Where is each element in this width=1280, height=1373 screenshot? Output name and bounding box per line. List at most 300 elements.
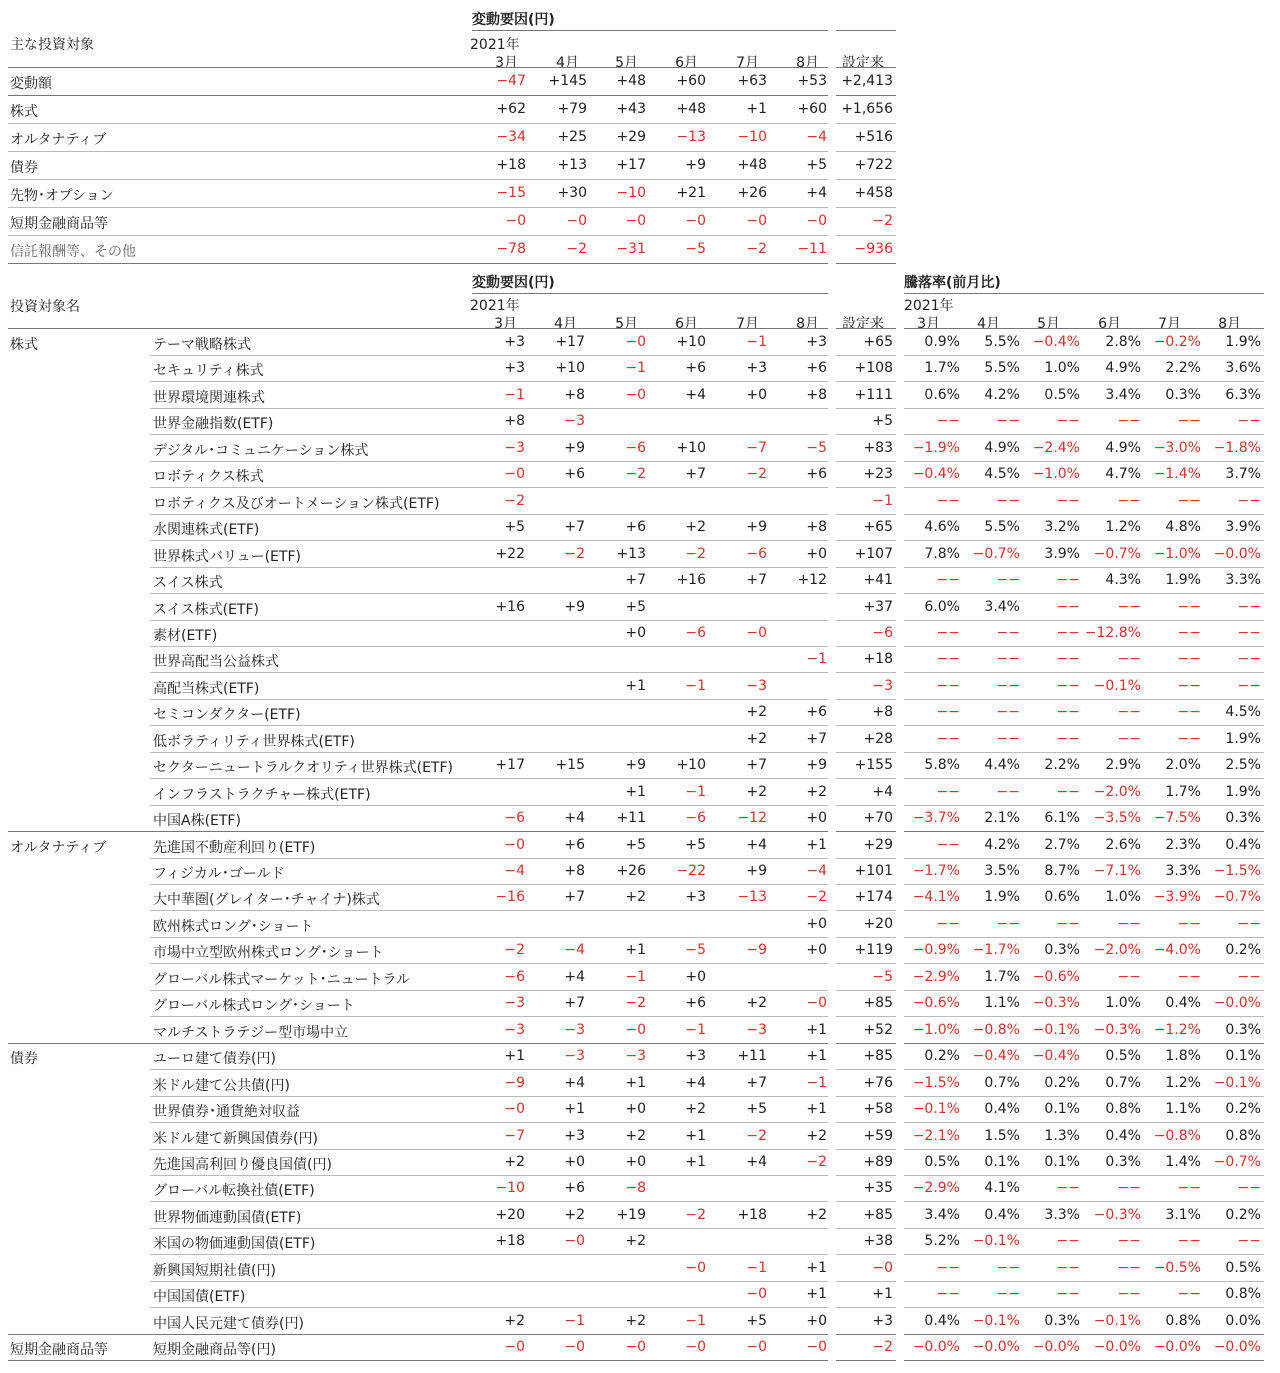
table-rule bbox=[8, 151, 828, 152]
rate-cell: 1.9% bbox=[1225, 334, 1261, 350]
table-rule bbox=[904, 1069, 1264, 1070]
table-rule bbox=[904, 1175, 1264, 1176]
table-rule bbox=[836, 567, 896, 568]
factor-cell: −1 bbox=[685, 1313, 706, 1329]
rate-cell: −− bbox=[936, 1286, 960, 1302]
bottom-rate-month-header: 3月 bbox=[917, 316, 940, 332]
since-cell: +89 bbox=[863, 1154, 893, 1170]
factor-cell: −3 bbox=[504, 440, 525, 456]
factor-cell: +6 bbox=[685, 360, 706, 376]
factor-cell: +20 bbox=[495, 1207, 525, 1223]
rate-cell: −− bbox=[1056, 1286, 1080, 1302]
rate-cell: 0.4% bbox=[1225, 837, 1261, 853]
table-rule bbox=[904, 1360, 1264, 1361]
top-value-cell: −15 bbox=[496, 185, 526, 201]
factor-cell: −5 bbox=[806, 440, 827, 456]
rate-cell: 0.5% bbox=[1225, 1260, 1261, 1276]
top-month-header: 8月 bbox=[796, 55, 819, 71]
factor-cell: +2 bbox=[746, 731, 767, 747]
factor-cell: +0 bbox=[806, 810, 827, 826]
table-rule bbox=[904, 381, 1264, 382]
factor-cell: +2 bbox=[685, 1101, 706, 1117]
table-rule bbox=[8, 831, 828, 832]
top-value-cell: +26 bbox=[737, 185, 767, 201]
rate-cell: 5.8% bbox=[924, 757, 960, 773]
row-label: 世界高配当公益株式 bbox=[153, 654, 279, 670]
table-rule bbox=[836, 1175, 896, 1176]
factor-cell: +6 bbox=[564, 837, 585, 853]
rate-cell: −2.4% bbox=[1032, 440, 1080, 456]
table-rule bbox=[836, 646, 896, 647]
factor-cell: +1 bbox=[806, 1101, 827, 1117]
table-rule bbox=[150, 408, 828, 409]
top-since-cell: +458 bbox=[854, 185, 893, 201]
table-rule bbox=[150, 858, 828, 859]
rate-cell: −1.8% bbox=[1213, 440, 1261, 456]
rate-cell: −− bbox=[936, 731, 960, 747]
table-rule bbox=[836, 461, 896, 462]
top-since-cell: −936 bbox=[854, 241, 893, 257]
row-label: 中国国債(ETF) bbox=[153, 1289, 246, 1305]
factor-cell: −10 bbox=[495, 1180, 525, 1196]
rate-cell: −− bbox=[1056, 599, 1080, 615]
factor-cell: +2 bbox=[625, 889, 646, 905]
rate-cell: −− bbox=[1117, 916, 1141, 932]
factor-cell: +2 bbox=[685, 519, 706, 535]
factor-cell: −7 bbox=[746, 440, 767, 456]
table-rule bbox=[904, 699, 1264, 700]
table-rule bbox=[836, 355, 896, 356]
table-rule bbox=[150, 672, 828, 673]
rate-cell: −− bbox=[1056, 1260, 1080, 1276]
rate-cell: −− bbox=[996, 1260, 1020, 1276]
rate-cell: 3.4% bbox=[924, 1207, 960, 1223]
rate-cell: −− bbox=[1237, 599, 1261, 615]
factor-cell: −0 bbox=[746, 1286, 767, 1302]
bottom-label-header: 投資対象名 bbox=[10, 299, 80, 315]
rate-cell: 5.5% bbox=[984, 334, 1020, 350]
row-label: セキュリティ株式 bbox=[153, 363, 264, 379]
factor-cell: −9 bbox=[504, 1075, 525, 1091]
rate-cell: 2.3% bbox=[1165, 837, 1201, 853]
rate-cell: 0.4% bbox=[924, 1313, 960, 1329]
table-rule bbox=[904, 990, 1264, 991]
factor-cell: +4 bbox=[564, 969, 585, 985]
rate-cell: −− bbox=[1237, 493, 1261, 509]
factor-cell: −6 bbox=[685, 625, 706, 641]
factor-cell: −1 bbox=[746, 1260, 767, 1276]
factor-cell: +3 bbox=[685, 1048, 706, 1064]
factor-cell: +17 bbox=[555, 334, 585, 350]
factor-cell: −9 bbox=[746, 942, 767, 958]
rate-cell: −− bbox=[936, 678, 960, 694]
factor-cell: +3 bbox=[504, 360, 525, 376]
table-rule bbox=[8, 263, 828, 264]
rate-cell: −1.0% bbox=[1153, 546, 1201, 562]
top-value-cell: +9 bbox=[685, 157, 706, 173]
rate-cell: 0.4% bbox=[1105, 1128, 1141, 1144]
rate-cell: 3.6% bbox=[1225, 360, 1261, 376]
rate-cell: −− bbox=[1056, 493, 1080, 509]
rate-cell: −2.0% bbox=[1093, 942, 1141, 958]
factor-cell: +1 bbox=[625, 1075, 646, 1091]
table-rule bbox=[904, 434, 1264, 435]
row-label: スイス株式 bbox=[153, 575, 223, 591]
rate-cell: 0.3% bbox=[1225, 810, 1261, 826]
factor-cell: −1 bbox=[685, 784, 706, 800]
factor-cell: +22 bbox=[495, 546, 525, 562]
factor-cell: +2 bbox=[746, 995, 767, 1011]
row-label: 新興国短期社債(円) bbox=[153, 1263, 276, 1279]
rate-cell: 5.5% bbox=[984, 360, 1020, 376]
rate-cell: 0.3% bbox=[1105, 1154, 1141, 1170]
row-label: ユーロ建て債券(円) bbox=[153, 1051, 276, 1067]
row-label: セミコンダクター(ETF) bbox=[153, 707, 301, 723]
rate-cell: −0.8% bbox=[1153, 1128, 1201, 1144]
factor-cell: +9 bbox=[746, 519, 767, 535]
table-rule bbox=[150, 963, 828, 964]
row-label: 低ボラティリティ世界株式(ETF) bbox=[153, 734, 355, 750]
rate-cell: −0.3% bbox=[1093, 1207, 1141, 1223]
rate-cell: 3.4% bbox=[1105, 387, 1141, 403]
factor-cell: −0 bbox=[504, 837, 525, 853]
rate-cell: 0.2% bbox=[924, 1048, 960, 1064]
factor-cell: −1 bbox=[685, 678, 706, 694]
rate-cell: 1.9% bbox=[984, 889, 1020, 905]
since-cell: +59 bbox=[863, 1128, 893, 1144]
factor-cell: −0 bbox=[806, 1339, 827, 1355]
rate-cell: 0.5% bbox=[1105, 1048, 1141, 1064]
table-rule bbox=[904, 461, 1264, 462]
top-value-cell: −0 bbox=[625, 213, 646, 229]
top-month-header: 3月 bbox=[495, 55, 518, 71]
factor-cell: −1 bbox=[564, 1313, 585, 1329]
since-cell: +85 bbox=[863, 1207, 893, 1223]
rate-cell: −− bbox=[1177, 704, 1201, 720]
row-label: ロボティクス株式 bbox=[153, 469, 264, 485]
factor-cell: +12 bbox=[797, 572, 827, 588]
bottom-month-header: 4月 bbox=[554, 316, 577, 332]
factor-cell: +10 bbox=[676, 757, 706, 773]
factor-cell: −2 bbox=[685, 1207, 706, 1223]
since-cell: +76 bbox=[863, 1075, 893, 1091]
bottom-month-header: 7月 bbox=[736, 316, 759, 332]
table-rule bbox=[150, 990, 828, 991]
top-value-cell: −0 bbox=[505, 213, 526, 229]
rate-cell: −− bbox=[1177, 413, 1201, 429]
table-rule bbox=[904, 1096, 1264, 1097]
rate-cell: −− bbox=[1177, 916, 1201, 932]
since-cell: −0 bbox=[872, 1260, 893, 1276]
rate-cell: 1.1% bbox=[1165, 1101, 1201, 1117]
factor-cell: −1 bbox=[806, 651, 827, 667]
table-rule bbox=[836, 884, 896, 885]
factor-cell: +6 bbox=[564, 1180, 585, 1196]
rate-cell: −− bbox=[1117, 969, 1141, 985]
rate-cell: 0.7% bbox=[1105, 1075, 1141, 1091]
factor-cell: +3 bbox=[806, 334, 827, 350]
table-rule bbox=[836, 725, 896, 726]
table-rule bbox=[836, 752, 896, 753]
since-cell: +65 bbox=[863, 519, 893, 535]
factor-cell: −6 bbox=[746, 546, 767, 562]
rate-cell: −0.3% bbox=[1093, 1022, 1141, 1038]
rate-cell: 4.1% bbox=[984, 1180, 1020, 1196]
factor-cell: +5 bbox=[746, 1313, 767, 1329]
table-rule bbox=[904, 620, 1264, 621]
rate-cell: 4.2% bbox=[984, 837, 1020, 853]
factor-cell: −0 bbox=[625, 1339, 646, 1355]
factor-cell: −3 bbox=[564, 413, 585, 429]
rate-cell: 4.5% bbox=[1225, 704, 1261, 720]
rate-cell: −3.5% bbox=[1093, 810, 1141, 826]
rate-cell: 5.2% bbox=[924, 1233, 960, 1249]
top-row-label: 先物･オプション bbox=[10, 188, 114, 204]
table-rule bbox=[8, 179, 828, 180]
rate-cell: −− bbox=[936, 493, 960, 509]
table-rule bbox=[904, 593, 1264, 594]
rate-cell: −− bbox=[1177, 969, 1201, 985]
top-group-title: 変動要因(円) bbox=[472, 12, 555, 28]
factor-cell: +8 bbox=[806, 519, 827, 535]
factor-cell: −0 bbox=[504, 466, 525, 482]
rate-cell: −− bbox=[1117, 1260, 1141, 1276]
top-value-cell: +60 bbox=[797, 101, 827, 117]
table-rule bbox=[904, 1254, 1264, 1255]
factor-cell: −0 bbox=[625, 334, 646, 350]
rate-cell: −− bbox=[996, 784, 1020, 800]
table-rule bbox=[836, 95, 896, 96]
rate-cell: −0.1% bbox=[1093, 678, 1141, 694]
rate-cell: −− bbox=[996, 651, 1020, 667]
row-label: 先進国不動産利回り(ETF) bbox=[153, 840, 316, 856]
table-rule bbox=[150, 1281, 828, 1282]
rate-cell: −2.0% bbox=[1093, 784, 1141, 800]
row-label: 米国の物価連動国債(ETF) bbox=[153, 1236, 316, 1252]
factor-cell: +7 bbox=[564, 519, 585, 535]
factor-cell: +1 bbox=[625, 942, 646, 958]
factor-cell: −1 bbox=[504, 387, 525, 403]
rate-cell: −0.1% bbox=[972, 1313, 1020, 1329]
since-cell: +5 bbox=[872, 413, 893, 429]
category-label: 株式 bbox=[10, 337, 38, 353]
since-cell: +108 bbox=[854, 360, 893, 376]
factor-cell: +0 bbox=[806, 1313, 827, 1329]
factor-cell: −3 bbox=[564, 1022, 585, 1038]
factor-cell: −2 bbox=[806, 889, 827, 905]
top-row-label: 債券 bbox=[10, 160, 38, 176]
factor-cell: +7 bbox=[564, 995, 585, 1011]
rate-cell: 4.8% bbox=[1165, 519, 1201, 535]
rate-cell: −0.0% bbox=[1093, 1339, 1141, 1355]
rate-cell: −4.1% bbox=[912, 889, 960, 905]
table-rule bbox=[8, 123, 828, 124]
factor-cell: +16 bbox=[495, 599, 525, 615]
bottom-since-header: 設定来 bbox=[842, 316, 884, 332]
rate-cell: 3.3% bbox=[1044, 1207, 1080, 1223]
table-rule bbox=[904, 514, 1264, 515]
top-value-cell: −47 bbox=[496, 73, 526, 89]
rate-cell: −1.5% bbox=[912, 1075, 960, 1091]
bottom-rate-month-header: 8月 bbox=[1218, 316, 1241, 332]
top-value-cell: −10 bbox=[616, 185, 646, 201]
rate-cell: 7.8% bbox=[924, 546, 960, 562]
rate-cell: −1.0% bbox=[912, 1022, 960, 1038]
rate-cell: −− bbox=[1237, 1180, 1261, 1196]
top-value-cell: +145 bbox=[548, 73, 587, 89]
top-value-cell: +53 bbox=[797, 73, 827, 89]
top-value-cell: −2 bbox=[566, 241, 587, 257]
rate-cell: −− bbox=[1056, 784, 1080, 800]
rate-cell: 2.8% bbox=[1105, 334, 1141, 350]
rate-cell: 3.4% bbox=[984, 599, 1020, 615]
table-rule bbox=[150, 567, 828, 568]
table-rule bbox=[904, 646, 1264, 647]
factor-cell: +8 bbox=[564, 387, 585, 403]
factor-cell: +2 bbox=[625, 1233, 646, 1249]
bottom-month-header: 6月 bbox=[675, 316, 698, 332]
rate-cell: 2.5% bbox=[1225, 757, 1261, 773]
factor-cell: +18 bbox=[495, 1233, 525, 1249]
top-value-cell: −34 bbox=[496, 129, 526, 145]
row-label: 先進国高利回り優良国債(円) bbox=[153, 1157, 332, 1173]
rate-cell: 0.8% bbox=[1105, 1101, 1141, 1117]
factor-cell: +8 bbox=[504, 413, 525, 429]
rate-cell: −0.4% bbox=[972, 1048, 1020, 1064]
factor-cell: +5 bbox=[746, 1101, 767, 1117]
table-rule bbox=[8, 235, 828, 236]
factor-cell: +0 bbox=[625, 625, 646, 641]
rate-cell: −− bbox=[1056, 413, 1080, 429]
rate-cell: 1.7% bbox=[924, 360, 960, 376]
factor-cell: +6 bbox=[806, 704, 827, 720]
factor-cell: +9 bbox=[625, 757, 646, 773]
top-row-label: 短期金融商品等 bbox=[10, 216, 108, 232]
rate-cell: 0.4% bbox=[984, 1101, 1020, 1117]
row-label: ロボティクス及びオートメーション株式(ETF) bbox=[153, 496, 440, 512]
rate-cell: 0.1% bbox=[984, 1154, 1020, 1170]
rate-cell: 1.2% bbox=[1105, 519, 1141, 535]
rate-cell: −0.1% bbox=[912, 1101, 960, 1117]
factor-cell: −2 bbox=[564, 546, 585, 562]
top-value-cell: +60 bbox=[676, 73, 706, 89]
rate-cell: −1.2% bbox=[1153, 1022, 1201, 1038]
rate-cell: 0.1% bbox=[1044, 1154, 1080, 1170]
top-value-cell: +48 bbox=[737, 157, 767, 173]
row-label: 短期金融商品等(円) bbox=[153, 1342, 276, 1358]
rate-cell: −0.0% bbox=[912, 1339, 960, 1355]
top-value-cell: +62 bbox=[496, 101, 526, 117]
table-rule bbox=[150, 778, 828, 779]
table-rule bbox=[150, 884, 828, 885]
factor-cell: −1 bbox=[685, 1022, 706, 1038]
table-rule bbox=[836, 858, 896, 859]
table-rule bbox=[904, 1228, 1264, 1229]
rate-cell: −− bbox=[936, 651, 960, 667]
rate-cell: −0.0% bbox=[1153, 1339, 1201, 1355]
rate-cell: −− bbox=[1056, 1180, 1080, 1196]
table-rule bbox=[8, 1043, 828, 1044]
table-rule bbox=[904, 725, 1264, 726]
category-label: 債券 bbox=[10, 1051, 38, 1067]
since-cell: −3 bbox=[872, 678, 893, 694]
table-rule bbox=[836, 831, 896, 832]
factor-cell: +1 bbox=[625, 784, 646, 800]
top-value-cell: −2 bbox=[746, 241, 767, 257]
table-rule bbox=[904, 487, 1264, 488]
rate-cell: 1.5% bbox=[984, 1128, 1020, 1144]
rate-cell: −3.9% bbox=[1153, 889, 1201, 905]
top-since-header: 設定来 bbox=[842, 55, 884, 71]
rate-cell: 1.0% bbox=[1044, 360, 1080, 376]
rate-cell: 3.5% bbox=[984, 863, 1020, 879]
table-rule bbox=[150, 910, 828, 911]
rate-cell: 1.0% bbox=[1105, 995, 1141, 1011]
row-label: テーマ戦略株式 bbox=[153, 337, 251, 353]
factor-cell: +2 bbox=[504, 1313, 525, 1329]
factor-cell: −2 bbox=[685, 546, 706, 562]
factor-cell: +1 bbox=[806, 1286, 827, 1302]
rate-cell: −0.0% bbox=[1032, 1339, 1080, 1355]
factor-cell: −2 bbox=[746, 466, 767, 482]
top-value-cell: +1 bbox=[746, 101, 767, 117]
top-value-cell: +17 bbox=[616, 157, 646, 173]
row-label: 世界株式バリュー(ETF) bbox=[153, 549, 301, 565]
factor-cell: +2 bbox=[746, 704, 767, 720]
factor-cell: +3 bbox=[564, 1128, 585, 1144]
rate-cell: 3.9% bbox=[1225, 519, 1261, 535]
since-cell: +8 bbox=[872, 704, 893, 720]
table-rule bbox=[836, 1307, 896, 1308]
rate-cell: 0.4% bbox=[984, 1207, 1020, 1223]
factor-cell: −0 bbox=[625, 1022, 646, 1038]
since-cell: +85 bbox=[863, 995, 893, 1011]
table-rule bbox=[904, 884, 1264, 885]
rate-cell: 4.9% bbox=[1105, 440, 1141, 456]
table-rule bbox=[150, 487, 828, 488]
rate-cell: −− bbox=[1237, 413, 1261, 429]
category-label: オルタナティブ bbox=[10, 840, 107, 856]
bottom-month-header: 5月 bbox=[615, 316, 638, 332]
table-rule bbox=[8, 95, 828, 96]
factor-cell: −3 bbox=[746, 678, 767, 694]
table-rule bbox=[150, 805, 828, 806]
table-rule bbox=[904, 355, 1264, 356]
table-rule bbox=[836, 151, 896, 152]
table-rule bbox=[472, 293, 828, 294]
table-rule bbox=[904, 1307, 1264, 1308]
rate-cell: −− bbox=[936, 572, 960, 588]
row-label: 世界環境関連株式 bbox=[153, 390, 265, 406]
rate-cell: −0.8% bbox=[972, 1022, 1020, 1038]
rate-cell: 3.9% bbox=[1044, 546, 1080, 562]
table-rule bbox=[150, 540, 828, 541]
rate-cell: −7.5% bbox=[1153, 810, 1201, 826]
top-month-header: 5月 bbox=[615, 55, 638, 71]
rate-cell: 3.3% bbox=[1165, 863, 1201, 879]
row-label: 世界債券･通貨絶対収益 bbox=[153, 1104, 300, 1120]
top-year-header: 2021年 bbox=[470, 37, 520, 53]
factor-cell: +4 bbox=[685, 387, 706, 403]
table-rule bbox=[836, 207, 896, 208]
factor-cell: +16 bbox=[676, 572, 706, 588]
top-value-cell: −31 bbox=[616, 241, 646, 257]
row-label: 米ドル建て公共債(円) bbox=[153, 1078, 290, 1094]
factor-cell: −3 bbox=[746, 1022, 767, 1038]
factor-cell: +2 bbox=[564, 1207, 585, 1223]
top-value-cell: −78 bbox=[496, 241, 526, 257]
factor-cell: −0 bbox=[564, 1233, 585, 1249]
